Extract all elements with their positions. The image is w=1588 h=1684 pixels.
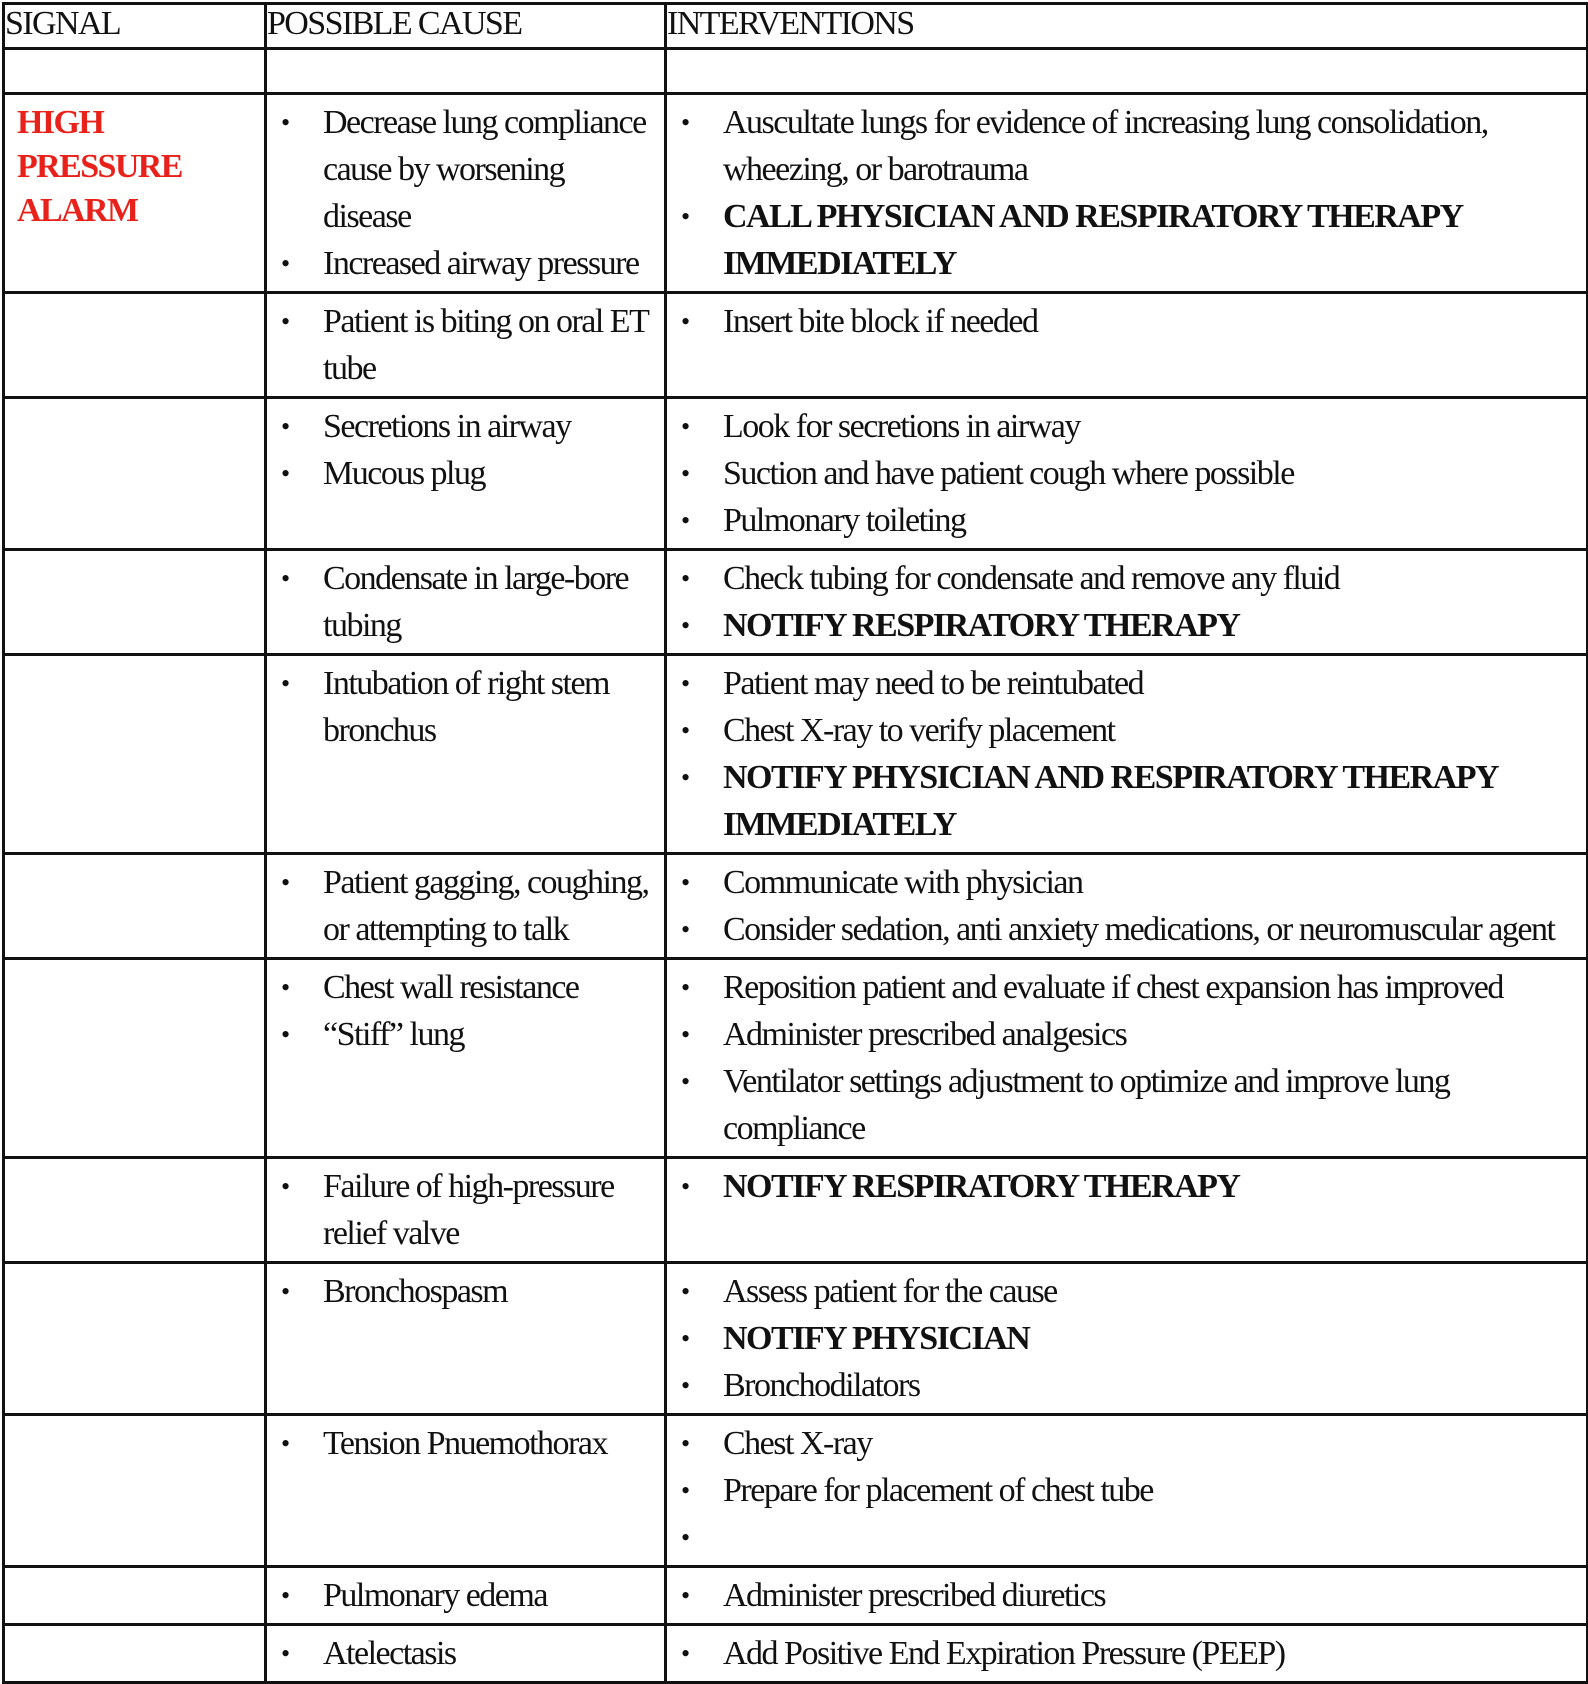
header-signal: SIGNAL bbox=[4, 4, 266, 49]
cause-list bbox=[267, 1626, 664, 1681]
blank-row bbox=[4, 49, 1588, 94]
interventions-list bbox=[667, 1264, 1586, 1413]
cause-list bbox=[267, 960, 664, 1062]
cause-item bbox=[267, 1011, 656, 1058]
bullet-icon: • bbox=[281, 1429, 289, 1458]
cause-cell bbox=[266, 1625, 666, 1683]
bullet-icon: • bbox=[681, 1020, 689, 1049]
signal-cell bbox=[4, 959, 266, 1158]
interventions-cell bbox=[666, 1263, 1588, 1415]
signal-cell bbox=[4, 1415, 266, 1567]
intervention-item bbox=[667, 555, 1578, 602]
interventions-list bbox=[667, 960, 1586, 1156]
cause-item bbox=[267, 1268, 656, 1315]
intervention-item bbox=[667, 754, 1578, 848]
table-row bbox=[4, 1415, 1588, 1567]
cause-item bbox=[267, 1420, 656, 1467]
intervention-item bbox=[667, 707, 1578, 754]
cause-cell bbox=[266, 94, 666, 293]
cause-list bbox=[267, 656, 664, 758]
bullet-icon: • bbox=[281, 1639, 289, 1668]
intervention-text: NOTIFY PHYSICIAN bbox=[723, 1320, 1030, 1357]
signal-cell bbox=[4, 655, 266, 854]
cause-list bbox=[267, 399, 664, 501]
blank-cell bbox=[666, 49, 1588, 94]
intervention-item bbox=[667, 298, 1578, 345]
cause-text: Chest wall resistance bbox=[323, 969, 579, 1006]
table-row bbox=[4, 1567, 1588, 1625]
intervention-item bbox=[667, 906, 1578, 953]
interventions-list bbox=[667, 95, 1586, 291]
cause-list bbox=[267, 855, 664, 957]
intervention-item bbox=[667, 1420, 1578, 1467]
intervention-text: Communicate with physician bbox=[723, 864, 1083, 901]
cause-text: Bronchospasm bbox=[323, 1273, 508, 1310]
cause-cell bbox=[266, 1263, 666, 1415]
intervention-item bbox=[667, 602, 1578, 649]
table-row bbox=[4, 1158, 1588, 1263]
intervention-text: Chest X-ray to verify placement bbox=[723, 712, 1115, 749]
intervention-text: Chest X-ray bbox=[723, 1425, 872, 1462]
bullet-icon: • bbox=[681, 1639, 689, 1668]
bullet-icon: • bbox=[281, 412, 289, 441]
table-row bbox=[4, 398, 1588, 550]
intervention-text: Consider sedation, anti anxiety medications, or neuromuscular agent bbox=[723, 911, 1555, 948]
cause-item bbox=[267, 1572, 656, 1619]
blank-cell bbox=[266, 49, 666, 94]
cause-list bbox=[267, 1416, 664, 1471]
bullet-icon: • bbox=[281, 868, 289, 897]
intervention-text: Auscultate lungs for evidence of increasing lung consolidation, wheezing, or barotrauma bbox=[723, 104, 1488, 188]
intervention-item bbox=[667, 1630, 1578, 1677]
intervention-item bbox=[667, 660, 1578, 707]
intervention-text: Add Positive End Expiration Pressure (PEEP) bbox=[723, 1635, 1285, 1672]
table-row bbox=[4, 1625, 1588, 1683]
interventions-list bbox=[667, 1159, 1586, 1214]
intervention-text: Pulmonary toileting bbox=[723, 502, 966, 539]
intervention-text: CALL PHYSICIAN AND RESPIRATORY THERAPY IMMEDIATELY bbox=[723, 198, 1462, 282]
cause-item bbox=[267, 555, 656, 649]
table-row bbox=[4, 655, 1588, 854]
intervention-text: Assess patient for the cause bbox=[723, 1273, 1057, 1310]
bullet-icon: • bbox=[681, 412, 689, 441]
cause-cell bbox=[266, 1415, 666, 1567]
cause-item bbox=[267, 964, 656, 1011]
signal-cell bbox=[4, 293, 266, 398]
interventions-cell bbox=[666, 94, 1588, 293]
interventions-list bbox=[667, 399, 1586, 548]
intervention-text: Insert bite block if needed bbox=[723, 303, 1038, 340]
table-row bbox=[4, 94, 1588, 293]
cause-item bbox=[267, 298, 656, 392]
interventions-list bbox=[667, 551, 1586, 653]
cause-item bbox=[267, 240, 656, 287]
interventions-cell bbox=[666, 959, 1588, 1158]
cause-list bbox=[267, 294, 664, 396]
cause-text: Pulmonary edema bbox=[323, 1577, 547, 1614]
intervention-item bbox=[667, 99, 1578, 193]
table-body bbox=[4, 49, 1588, 1683]
cause-item bbox=[267, 660, 656, 754]
intervention-item bbox=[667, 1572, 1578, 1619]
interventions-cell bbox=[666, 1415, 1588, 1567]
interventions-cell bbox=[666, 550, 1588, 655]
bullet-icon: • bbox=[281, 669, 289, 698]
interventions-cell bbox=[666, 854, 1588, 959]
intervention-item bbox=[667, 403, 1578, 450]
intervention-item bbox=[667, 1011, 1578, 1058]
intervention-item bbox=[667, 1514, 1578, 1561]
bullet-icon: • bbox=[281, 307, 289, 336]
bullet-icon: • bbox=[681, 564, 689, 593]
intervention-text bbox=[723, 1519, 730, 1556]
interventions-cell bbox=[666, 1567, 1588, 1625]
bullet-icon: • bbox=[281, 1172, 289, 1201]
cause-cell bbox=[266, 959, 666, 1158]
table-row bbox=[4, 1263, 1588, 1415]
bullet-icon: • bbox=[281, 108, 289, 137]
intervention-text: Prepare for placement of chest tube bbox=[723, 1472, 1153, 1509]
bullet-icon: • bbox=[681, 763, 689, 792]
intervention-item bbox=[667, 193, 1578, 287]
bullet-icon: • bbox=[681, 669, 689, 698]
intervention-text: NOTIFY RESPIRATORY THERAPY bbox=[723, 607, 1240, 644]
bullet-icon: • bbox=[281, 564, 289, 593]
bullet-icon: • bbox=[681, 1324, 689, 1353]
bullet-icon: • bbox=[681, 506, 689, 535]
cause-item bbox=[267, 1630, 656, 1677]
cause-text: Mucous plug bbox=[323, 455, 485, 492]
bullet-icon: • bbox=[681, 973, 689, 1002]
intervention-text: Patient may need to be reintubated bbox=[723, 665, 1144, 702]
cause-list bbox=[267, 1264, 664, 1319]
intervention-item bbox=[667, 1315, 1578, 1362]
intervention-text: Ventilator settings adjustment to optimize and improve lung compliance bbox=[723, 1063, 1450, 1147]
intervention-text: Administer prescribed analgesics bbox=[723, 1016, 1127, 1053]
cause-list bbox=[267, 95, 664, 291]
cause-item bbox=[267, 859, 656, 953]
cause-cell bbox=[266, 854, 666, 959]
cause-item bbox=[267, 450, 656, 497]
cause-text: Patient is biting on oral ET tube bbox=[323, 303, 648, 387]
cause-text: Secretions in airway bbox=[323, 408, 571, 445]
bullet-icon: • bbox=[281, 1581, 289, 1610]
interventions-list bbox=[667, 656, 1586, 852]
table-row bbox=[4, 854, 1588, 959]
header-possible-cause: POSSIBLE CAUSE bbox=[266, 4, 666, 49]
cause-text: Decrease lung compliance cause by worsening disease bbox=[323, 104, 646, 235]
bullet-icon: • bbox=[681, 868, 689, 897]
table-row bbox=[4, 550, 1588, 655]
interventions-list bbox=[667, 1626, 1586, 1681]
bullet-icon: • bbox=[681, 1429, 689, 1458]
bullet-icon: • bbox=[681, 202, 689, 231]
cause-item bbox=[267, 1163, 656, 1257]
signal-cell bbox=[4, 1567, 266, 1625]
cause-text: Increased airway pressure bbox=[323, 245, 639, 282]
intervention-item bbox=[667, 1362, 1578, 1409]
signal-cell bbox=[4, 550, 266, 655]
cause-item bbox=[267, 403, 656, 450]
cause-item bbox=[267, 99, 656, 240]
cause-cell bbox=[266, 655, 666, 854]
cause-text: Atelectasis bbox=[323, 1635, 456, 1672]
cause-cell bbox=[266, 398, 666, 550]
interventions-cell bbox=[666, 1158, 1588, 1263]
cause-text: Condensate in large-bore tubing bbox=[323, 560, 629, 644]
interventions-cell bbox=[666, 398, 1588, 550]
bullet-icon: • bbox=[681, 1277, 689, 1306]
interventions-cell bbox=[666, 293, 1588, 398]
intervention-text: Look for secretions in airway bbox=[723, 408, 1080, 445]
intervention-item bbox=[667, 964, 1578, 1011]
bullet-icon: • bbox=[681, 307, 689, 336]
cause-list bbox=[267, 551, 664, 653]
cause-cell bbox=[266, 550, 666, 655]
interventions-cell bbox=[666, 655, 1588, 854]
bullet-icon: • bbox=[681, 1476, 689, 1505]
bullet-icon: • bbox=[681, 1581, 689, 1610]
alarm-troubleshooting-table bbox=[2, 2, 1588, 1684]
intervention-item bbox=[667, 497, 1578, 544]
signal-cell bbox=[4, 1158, 266, 1263]
bullet-icon: • bbox=[281, 1277, 289, 1306]
intervention-text: Administer prescribed diuretics bbox=[723, 1577, 1106, 1614]
signal-cell bbox=[4, 854, 266, 959]
bullet-icon: • bbox=[681, 1371, 689, 1400]
intervention-text: Reposition patient and evaluate if chest expansion has improved bbox=[723, 969, 1503, 1006]
intervention-item bbox=[667, 1268, 1578, 1315]
intervention-item bbox=[667, 1058, 1578, 1152]
bullet-icon: • bbox=[281, 973, 289, 1002]
bullet-icon: • bbox=[281, 459, 289, 488]
cause-text: Failure of high-pressure relief valve bbox=[323, 1168, 614, 1252]
header-interventions: INTERVENTIONS bbox=[666, 4, 1588, 49]
cause-cell bbox=[266, 1567, 666, 1625]
signal-cell bbox=[4, 1625, 266, 1683]
bullet-icon: • bbox=[681, 716, 689, 745]
signal-cell bbox=[4, 94, 266, 293]
cause-text: “Stiff” lung bbox=[323, 1016, 464, 1053]
bullet-icon: • bbox=[281, 1020, 289, 1049]
table-row bbox=[4, 293, 1588, 398]
bullet-icon: • bbox=[681, 459, 689, 488]
blank-cell bbox=[4, 49, 266, 94]
signal-cell bbox=[4, 398, 266, 550]
intervention-item bbox=[667, 859, 1578, 906]
intervention-text: Suction and have patient cough where possible bbox=[723, 455, 1294, 492]
intervention-item bbox=[667, 1467, 1578, 1514]
bullet-icon: • bbox=[281, 249, 289, 278]
cause-text: Intubation of right stem bronchus bbox=[323, 665, 610, 749]
interventions-list bbox=[667, 1416, 1586, 1565]
cause-text: Tension Pnuemothorax bbox=[323, 1425, 607, 1462]
intervention-item bbox=[667, 450, 1578, 497]
intervention-item bbox=[667, 1163, 1578, 1210]
cause-cell bbox=[266, 1158, 666, 1263]
cause-list bbox=[267, 1568, 664, 1623]
cause-list bbox=[267, 1159, 664, 1261]
cause-text: Patient gagging, coughing, or attempting to talk bbox=[323, 864, 649, 948]
signal-label: HIGH PRESSURE ALARM bbox=[17, 104, 182, 229]
intervention-text: NOTIFY PHYSICIAN AND RESPIRATORY THERAPY IMMEDIATELY bbox=[723, 759, 1497, 843]
interventions-cell bbox=[666, 1625, 1588, 1683]
bullet-icon: • bbox=[681, 1172, 689, 1201]
interventions-list bbox=[667, 294, 1586, 349]
intervention-text: NOTIFY RESPIRATORY THERAPY bbox=[723, 1168, 1240, 1205]
bullet-icon: • bbox=[681, 915, 689, 944]
intervention-text: Bronchodilators bbox=[723, 1367, 920, 1404]
cause-cell bbox=[266, 293, 666, 398]
table-row bbox=[4, 959, 1588, 1158]
interventions-list bbox=[667, 1568, 1586, 1623]
interventions-list bbox=[667, 855, 1586, 957]
bullet-icon: • bbox=[681, 108, 689, 137]
signal-cell bbox=[4, 1263, 266, 1415]
intervention-text: Check tubing for condensate and remove any fluid bbox=[723, 560, 1340, 597]
bullet-icon: • bbox=[681, 1067, 689, 1096]
bullet-icon: • bbox=[681, 611, 689, 640]
bullet-icon: • bbox=[681, 1523, 689, 1552]
header-row bbox=[4, 4, 1588, 49]
